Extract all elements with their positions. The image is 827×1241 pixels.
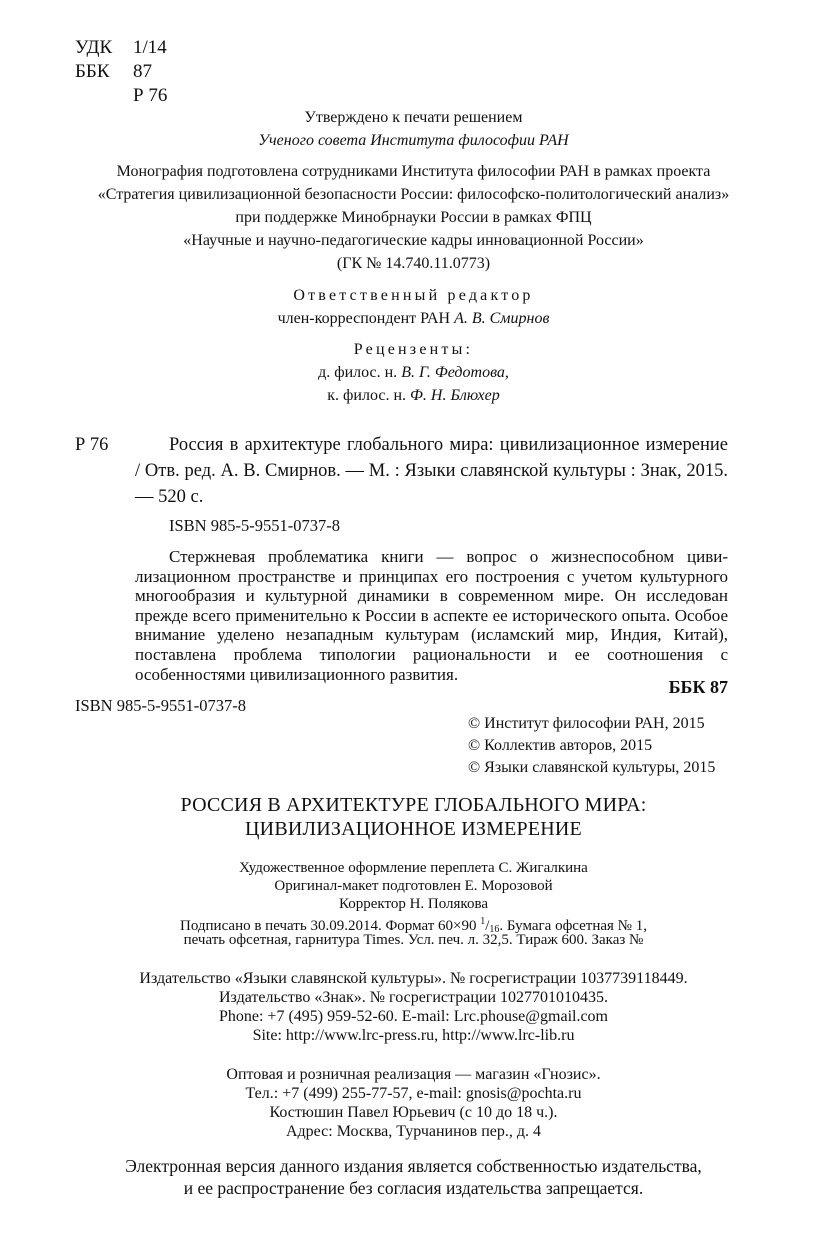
- title-line-2: ЦИВИЛИЗАЦИОННОЕ ИЗМЕРЕНИЕ: [245, 818, 582, 840]
- isbn-main: ISBN 985-5-9551-0737-8: [75, 696, 246, 715]
- approval-line-2: Ученого совета Института философии РАН: [258, 132, 569, 149]
- format-denominator: 16: [489, 924, 500, 935]
- editor-heading: Ответственный редактор: [293, 287, 534, 304]
- bbk-line: [75, 60, 152, 84]
- credits-line-2: Оригинал-макет подготовлен Е. Морозовой: [274, 878, 553, 894]
- credits-line-4-start: Подписано в печать 30.09.2014. Формат 60×90: [179, 918, 481, 934]
- project-line-2: «Стратегия цивилизационной безопасности России: философско-политологический анализ»: [97, 186, 730, 203]
- copyright-line: © Институт философии РАН, 2015: [468, 715, 705, 732]
- biblio-author-mark: Р 76: [75, 435, 109, 455]
- retail-line-4: Адрес: Москва, Турчанинов пер., д. 4: [285, 1123, 542, 1140]
- abstract-bbk: ББК 87: [668, 677, 728, 697]
- reviewer-1-suffix: ,: [504, 364, 509, 381]
- abstract-text: Стержневая проблематика книги — вопрос о жизнеспособном цивилизационном пространстве и принципах его построения с учетом культурного многообразия и культурной динамики в современном мире. Он исследован прежде всего применительно к России в аспекте ее исторического опыта. Особое внимание уделено незападным культурам (исламский мир, Индия, Китай), поставлена проблема типологии рациональности и ее соотношения с особенностями цивилизационного развития.: [135, 547, 728, 684]
- udk-label: УДК: [75, 37, 113, 58]
- credits-line-1: Художественное оформление переплета С. Жигалкина: [239, 860, 588, 876]
- copyright-line: © Языки славянской культуры, 2015: [468, 759, 716, 776]
- retail-line-2: Тел.: +7 (499) 255-77-57, e-mail: gnosis@pochta.ru: [245, 1085, 582, 1102]
- credits-line-4-end: . Бумага офсетная № 1,: [499, 918, 647, 934]
- udk-code: 1/14: [133, 37, 167, 58]
- format-slash: /: [485, 918, 490, 934]
- copyright-line: © Коллектив авторов, 2015: [468, 737, 653, 754]
- publisher-line-1: Издательство «Языки славянской культуры». № госрегистрации 1037739118449.: [139, 970, 688, 987]
- project-line-5: (ГК № 14.740.11.0773): [336, 255, 491, 272]
- reviewer-2: [0, 384, 827, 407]
- editor-prefix: член-корреспондент РАН: [277, 310, 455, 327]
- credits-line-5: печать офсетная, гарнитура Times. Усл. печ. л. 32,5. Тираж 600. Заказ №: [183, 932, 644, 948]
- credits-line-3: Корректор Н. Полякова: [338, 896, 489, 912]
- udk-line: [75, 36, 167, 60]
- project-line-1: Монография подготовлена сотрудниками Института философии РАН в рамках проекта: [116, 163, 711, 180]
- bbk-code: 87: [133, 61, 152, 82]
- notice-line-2: и ее распространение без согласия издательства запрещается.: [183, 1178, 644, 1198]
- publisher-line-3: Phone: +7 (495) 959-52-60. E-mail: Lrc.phouse@gmail.com: [218, 1008, 608, 1025]
- title-line-1: РОССИЯ В АРХИТЕКТУРЕ ГЛОБАЛЬНОГО МИРА:: [180, 794, 647, 816]
- biblio-isbn: ISBN 985-5-9551-0737-8: [169, 516, 340, 535]
- editor-name: А. В. Смирнов: [454, 310, 550, 327]
- reviewer-2-degree: к. филос. н.: [327, 387, 411, 404]
- retail-line-3: Костюшин Павел Юрьевич (с 10 до 18 ч.).: [269, 1104, 558, 1121]
- biblio-record: Россия в архитектуре глобального мира: цивилизационное измерение / Отв. ред. А. В. Смирнов. — М. : Языки славянской культуры : Знак, 2015. — 520 с.: [135, 435, 728, 507]
- publisher-line-2: Издательство «Знак». № госрегистрации 1027701010435.: [218, 989, 608, 1006]
- reviewer-1-degree: д. филос. н.: [318, 364, 402, 381]
- reviewer-2-name: Ф. Н. Блюхер: [410, 387, 500, 404]
- reviewers-heading: Рецензенты:: [353, 341, 474, 358]
- project-line-4: «Научные и научно-педагогические кадры инновационной России»: [183, 232, 644, 249]
- retail-line-1: Оптовая и розничная реализация — магазин «Гнозис».: [226, 1066, 601, 1083]
- reviewer-1-name: В. Г. Федотова: [401, 364, 505, 381]
- project-line-3: при поддержке Минобрнауки России в рамках ФПЦ: [235, 209, 592, 226]
- editor-line: [0, 307, 827, 330]
- author-mark: Р 76: [133, 85, 168, 106]
- notice-line-1: Электронная версия данного издания является собственностью издательства,: [125, 1156, 702, 1176]
- format-numerator: 1: [480, 916, 486, 927]
- reviewer-1: [0, 361, 827, 384]
- copyrights-block: [468, 713, 715, 779]
- bbk-label: ББК: [75, 61, 110, 82]
- publisher-line-4: Site: http://www.lrc-press.ru, http://www.lrc-lib.ru: [252, 1027, 575, 1044]
- approval-line-1: Утверждено к печати решением: [304, 109, 523, 126]
